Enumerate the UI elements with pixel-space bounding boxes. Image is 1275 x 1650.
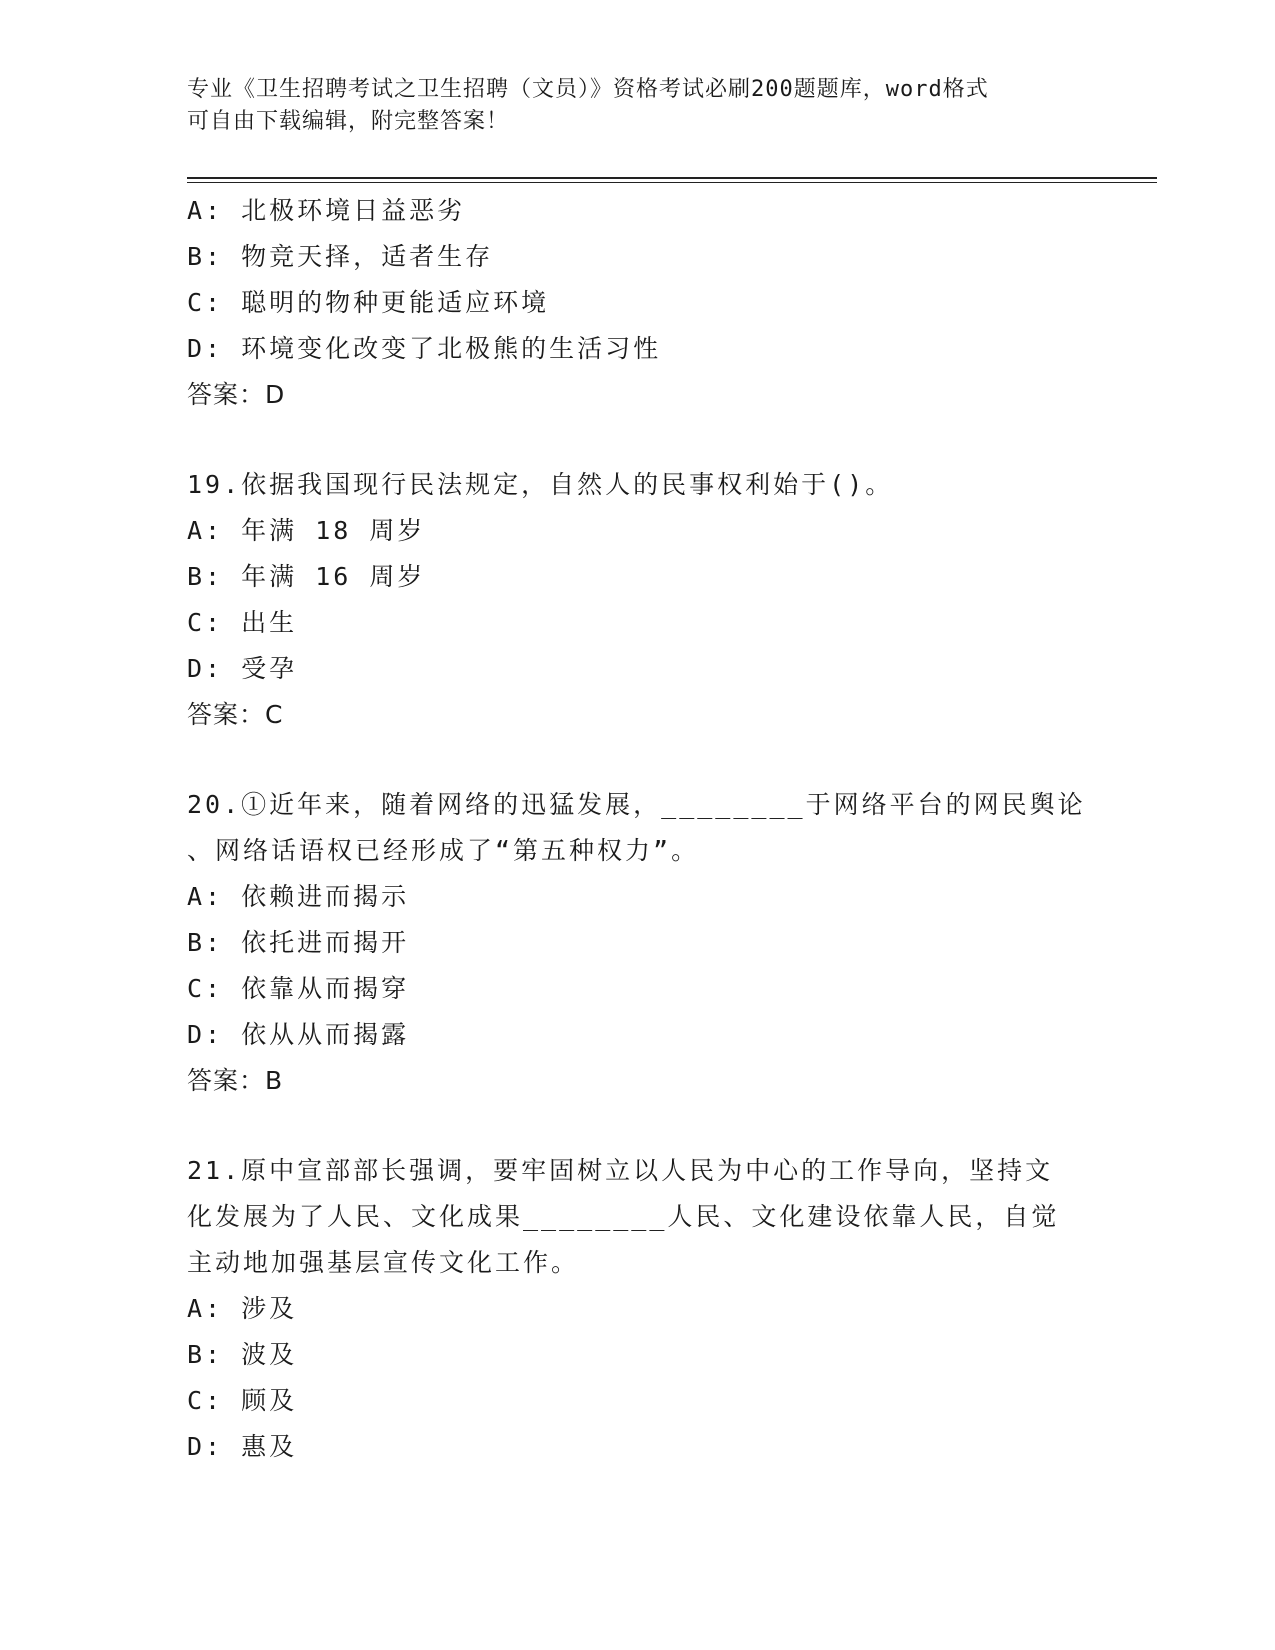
- option-b: B: 物竞天择，适者生存: [187, 242, 494, 271]
- header-rule-thick: [187, 177, 1157, 179]
- option-a: A: 北极环境日益恶劣: [187, 196, 466, 225]
- answer: 答案：C: [187, 700, 284, 729]
- question-stem: 19.依据我国现行民法规定，自然人的民事权利始于()。: [187, 470, 894, 499]
- question-stem-line-1: 20.①近年来，随着网络的迅猛发展，________于网络平台的网民舆论: [187, 790, 1086, 819]
- option-c: C: 依靠从而揭穿: [187, 974, 410, 1003]
- header-line-1: 专业《卫生招聘考试之卫生招聘（文员）》资格考试必刷200题题库，word格式: [187, 77, 989, 102]
- question-20: [187, 782, 1087, 1104]
- question-stem-line-2: 、网络话语权已经形成了“第五种权力”。: [187, 836, 700, 865]
- option-a: A: 涉及: [187, 1294, 298, 1323]
- question-21: [187, 1148, 1087, 1470]
- header-line-2: 可自由下载编辑，附完整答案！: [187, 109, 510, 134]
- header-rule-thin: [187, 182, 1157, 183]
- option-c: C: 出生: [187, 608, 298, 637]
- question-list: [187, 188, 1087, 1470]
- option-d: D: 受孕: [187, 654, 298, 683]
- question-stem-line-1: 21.原中宣部部长强调，要牢固树立以人民为中心的工作导向，坚持文: [187, 1156, 1054, 1185]
- option-a: A: 依赖进而揭示: [187, 882, 410, 911]
- question-19: [187, 462, 1087, 738]
- option-b: B: 依托进而揭开: [187, 928, 410, 957]
- question-18: [187, 188, 1087, 418]
- option-d: D: 环境变化改变了北极熊的生活习性: [187, 334, 662, 363]
- document-header: [187, 74, 1087, 138]
- question-stem-line-2: 化发展为了人民、文化成果________人民、文化建设依靠人民，自觉: [187, 1202, 1060, 1231]
- answer: 答案：B: [187, 1066, 284, 1095]
- option-c: C: 聪明的物种更能适应环境: [187, 288, 550, 317]
- option-b: B: 波及: [187, 1340, 298, 1369]
- option-b: B: 年满 16 周岁: [187, 562, 426, 591]
- option-c: C: 顾及: [187, 1386, 298, 1415]
- option-d: D: 依从从而揭露: [187, 1020, 410, 1049]
- question-stem-line-3: 主动地加强基层宣传文化工作。: [187, 1248, 580, 1277]
- option-a: A: 年满 18 周岁: [187, 516, 426, 545]
- option-d: D: 惠及: [187, 1432, 298, 1461]
- answer: 答案：D: [187, 380, 286, 409]
